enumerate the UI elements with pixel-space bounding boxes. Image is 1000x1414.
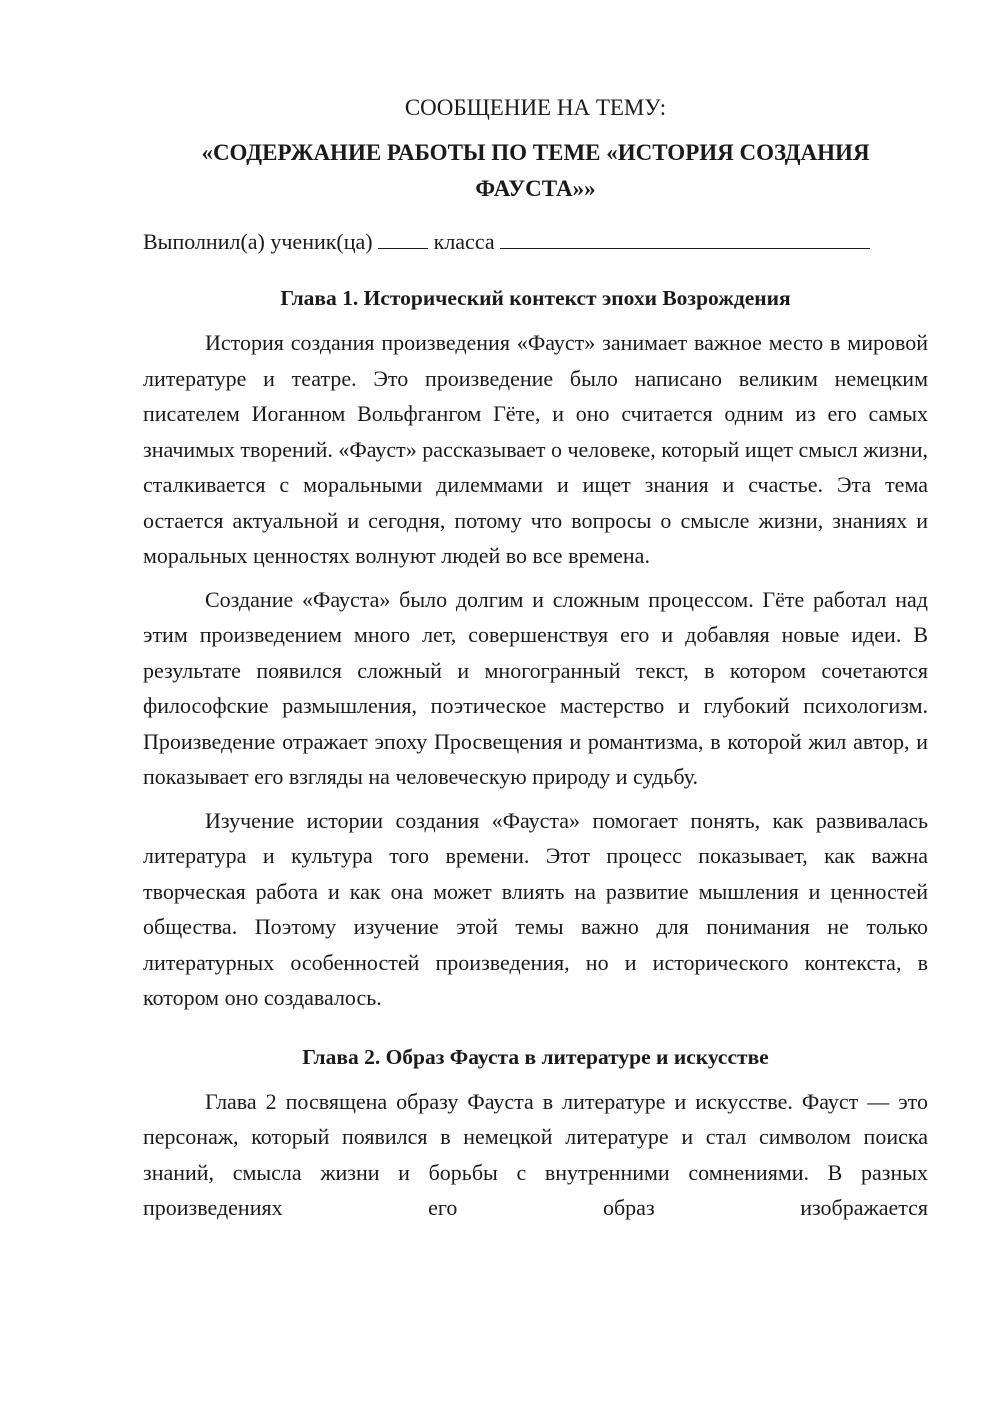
- author-label: Выполнил(а) ученик(ца): [143, 229, 373, 254]
- chapter-1-heading: Глава 1. Исторический контекст эпохи Возрождения: [280, 286, 791, 310]
- report-title-line-1: «СОДЕРЖАНИЕ РАБОТЫ ПО ТЕМЕ «ИСТОРИЯ СОЗДАНИЯ: [201, 140, 870, 165]
- document-page: [143, 92, 928, 1234]
- report-subject: СООБЩЕНИЕ НА ТЕМУ:: [404, 95, 667, 120]
- author-line: [143, 227, 928, 257]
- chapter-1-paragraph-2: Создание «Фауста» было долгим и сложным процессом. Гёте работал над этим произведением много лет, совершенствуя его и добавляя новые идеи. В результате появился сложный и многогранный текст, в котором сочетаются философские размышления, поэтическое мастерство и глубокий психологизм. Произведение отражает эпоху Просвещения и романтизма, в которой жил автор, и показывает его взгляды на человеческую природу и судьбу.: [143, 586, 928, 789]
- class-label: класса: [433, 229, 495, 254]
- grade-blank[interactable]: [378, 228, 428, 249]
- chapter-1-paragraph-3: Изучение истории создания «Фауста» помогает понять, как развивалась литература и культура того времени. Этот процесс показывает, как важна творческая работа и как она может влиять на развитие мышления и ценностей общества. Поэтому изучение этой темы важно для понимания не только литературных особенностей произведения, но и исторического контекста, в котором оно создавалось.: [143, 807, 928, 1010]
- report-title-line-2: ФАУСТА»»: [475, 176, 596, 201]
- report-title: [143, 135, 928, 207]
- chapter-2-heading: Глава 2. Образ Фауста в литературе и искусстве: [302, 1044, 769, 1069]
- chapter-1-paragraph-1: История создания произведения «Фауст» занимает важное место в мировой литературе и театре. Это произведение было написано великим немецким писателем Иоганном Вольфгангом Гёте, и оно считается одним из его самых значимых творений. «Фауст» рассказывает о человеке, который ищет смысл жизни, сталкивается с моральными дилеммами и ищет знания и счастье. Эта тема остается актуальной и сегодня, потому что вопросы о смысле жизни, знаниях и моральных ценностях волнуют людей во все времена.: [143, 330, 928, 568]
- chapter-2-paragraph-1: Глава 2 посвящена образу Фауста в литературе и искусстве. Фауст — это персонаж, который появился в немецкой литературе и стал символом поиска знаний, смысла жизни и борьбы с внутренними сомнениями. В разных произведениях его образ изображается: [143, 1088, 928, 1220]
- name-blank[interactable]: [500, 228, 870, 249]
